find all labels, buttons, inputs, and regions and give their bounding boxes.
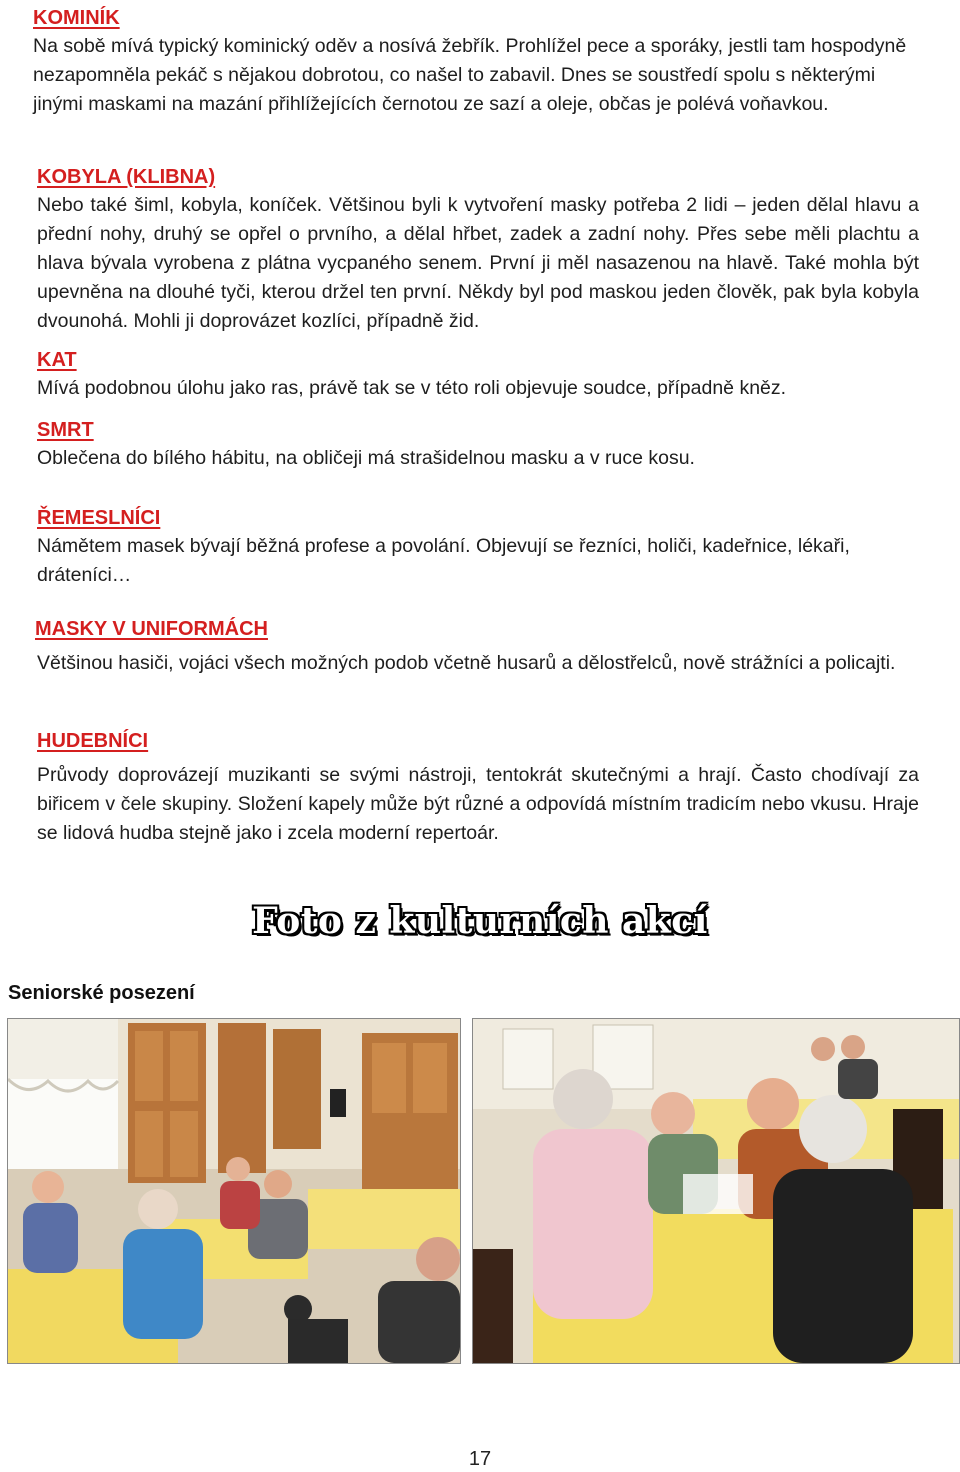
section-heading: SMRT <box>37 419 94 441</box>
section-text: Průvody doprovázejí muzikanti se svými nástroji, tentokrát skutečnými a hrají. Často chodívají za biřicem v čele skupiny. Složení kapely může být různé a odpovídá místním tradicím nebo vkusu. Hraje se lidová hudba stejně jako i zcela moderní repertoár. <box>37 764 919 844</box>
section-kat <box>37 346 919 403</box>
section-heading: ŘEMESLNÍCI <box>37 507 161 529</box>
section-heading: HUDEBNÍCI <box>37 730 149 752</box>
section-text: Nebo také šiml, kobyla, koníček. Většinou byli k vytvoření masky potřeba 2 lidi – jeden dělal hlavu a přední nohy, druhý se opřel o prvního, a dělal hřbet, zadek a zadní nohy. Přes sebe měli plachtu a hlava bývala vyrobena z plátna vycpaného senem. První ji měl nasazenou na hlavě. Také mohla být upevněna na dlouhé tyči, kterou držel ten první. Někdy byl pod maskou jeden člověk, pak byla kobyla dvounohá. Mohli ji doprovázet kozlíci, případně žid. <box>37 194 919 332</box>
section-remeslnici <box>37 504 919 590</box>
section-heading: MASKY V UNIFORMÁCH <box>35 618 268 640</box>
section-heading: KOMINÍK <box>33 7 120 29</box>
section-text: Oblečena do bílého hábitu, na obličeji má strašidelnou masku a v ruce kosu. <box>37 447 695 469</box>
photo-seniors-hall <box>7 1018 461 1364</box>
photo-section-title: Foto z kulturních akcí <box>252 900 708 942</box>
photo-seniors-table <box>472 1018 960 1364</box>
page-number: 17 <box>468 1448 492 1470</box>
section-heading: KOBYLA (KLIBNA) <box>37 166 216 188</box>
section-text: Na sobě mívá typický kominický oděv a nosívá žebřík. Prohlížel pece a sporáky, jestli tam hospodyně nezapomněla pekáč s nějakou dobrotou, co našel to zabavil. Dnes se soustředí spolu s některými jinými maskami na mazání přihlížejících černotou ze sazí a oleje, občas je polévá voňavkou. <box>33 35 907 115</box>
section-heading: KAT <box>37 349 77 371</box>
section-hudebnici <box>37 727 919 848</box>
photo-section-title-wrap <box>0 900 960 942</box>
section-text: Námětem masek bývají běžná profese a povolání. Objevují se řezníci, holiči, kadeřnice, lékaři, dráteníci… <box>37 535 850 586</box>
photo-caption: Seniorské posezení <box>8 982 195 1004</box>
section-kominik <box>33 4 915 119</box>
section-text: Mívá podobnou úlohu jako ras, právě tak se v této roli objevuje soudce, případně kněz. <box>37 377 787 399</box>
section-kobyla <box>37 163 919 336</box>
section-masky-v-uniformach <box>35 615 919 678</box>
section-smrt <box>37 416 919 473</box>
section-text: Většinou hasiči, vojáci všech možných podob včetně husarů a dělostřelců, nově strážníci a policajti. <box>37 652 896 674</box>
